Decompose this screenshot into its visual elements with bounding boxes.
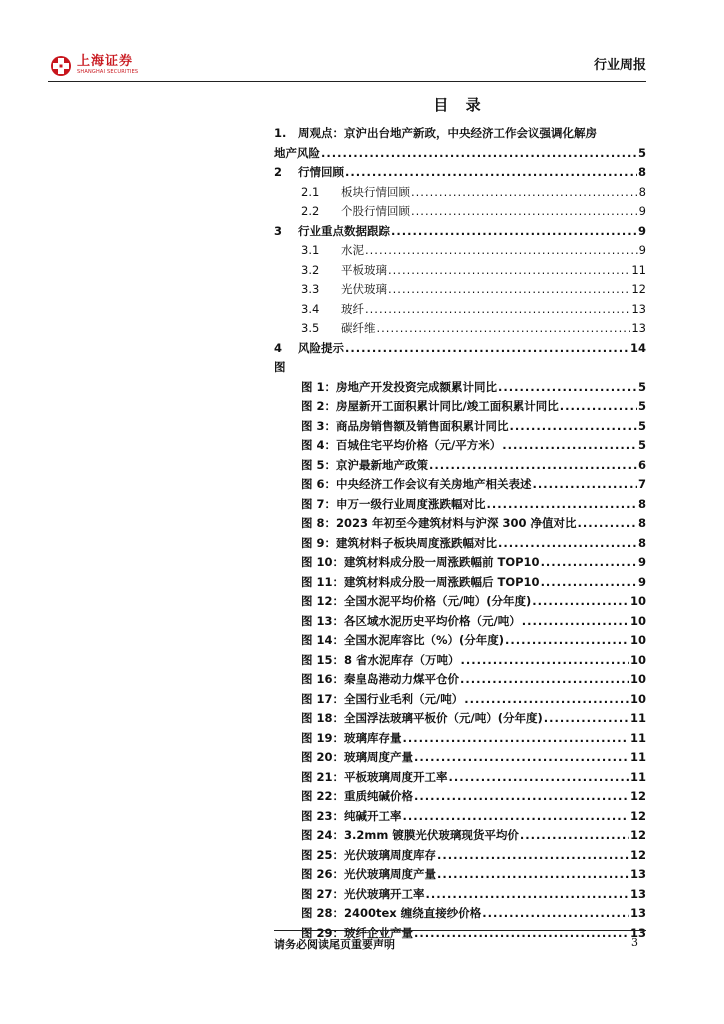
- toc-subsection-label: 碳纤维: [341, 321, 376, 335]
- toc-figure-entry[interactable]: [274, 436, 646, 456]
- toc-figure-entry[interactable]: [274, 651, 646, 671]
- toc-page-number: 11: [629, 711, 646, 725]
- toc-figure-entry[interactable]: [274, 748, 646, 768]
- dot-leader: [414, 787, 629, 807]
- toc-page-number: 10: [629, 691, 646, 706]
- toc-subsection-number: 3.1: [301, 243, 320, 257]
- toc-subsection-3-2[interactable]: [274, 261, 646, 281]
- toc-figure-entry[interactable]: [274, 729, 646, 749]
- dot-leader: [505, 631, 629, 651]
- toc-page-number: 12: [629, 808, 646, 823]
- dot-leader: [414, 748, 629, 768]
- toc-figure-entry[interactable]: [274, 670, 646, 690]
- toc-figure-label: 图 27：光伏玻璃开工率: [301, 886, 425, 901]
- dot-leader: [461, 651, 629, 671]
- toc-page-number: 8: [637, 165, 646, 179]
- toc-figure-label: 图 2：房屋新开工面积累计同比/竣工面积累计同比: [301, 399, 559, 413]
- toc-figure-entry[interactable]: [274, 709, 646, 729]
- toc-page-number: 10: [629, 633, 646, 647]
- toc-page-number: 6: [637, 457, 646, 472]
- dot-leader: [414, 924, 629, 944]
- toc-figure-entry[interactable]: [274, 475, 646, 495]
- toc-subsection-label: 玻纤: [341, 301, 364, 316]
- dot-leader: [391, 222, 637, 242]
- toc-figure-entry[interactable]: [274, 904, 646, 924]
- toc-figure-label: 图 26：光伏玻璃周度产量: [301, 867, 437, 881]
- toc-page-number: 13: [629, 906, 646, 920]
- toc-figure-label: 图 22：重质纯碱价格: [301, 789, 414, 803]
- toc-subsection-number: 3.2: [301, 262, 320, 277]
- toc-figure-label: 图 4：百城住宅平均价格（元/平方米）: [301, 438, 502, 452]
- toc-page-number: 5: [637, 399, 646, 413]
- toc-figure-label: 图 14：全国水泥库容比（%）(分年度): [301, 633, 505, 647]
- toc-section-label-cont: 地产风险: [274, 145, 320, 160]
- dot-leader: [321, 144, 637, 164]
- toc-subsection-label: 水泥: [341, 243, 364, 257]
- dot-leader: [403, 729, 629, 749]
- dot-leader: [365, 300, 630, 320]
- report-type: 行业周报: [593, 58, 646, 73]
- toc-figure-entry[interactable]: [274, 514, 646, 534]
- toc-section-2[interactable]: [274, 163, 646, 183]
- toc-section-1-line1[interactable]: [274, 124, 646, 144]
- dot-leader: [464, 690, 629, 710]
- dot-leader: [388, 280, 630, 300]
- figures-heading: 图: [274, 360, 286, 374]
- toc-figure-label: 图 28：2400tex 缠绕直接纱价格: [301, 906, 482, 920]
- toc-page-number: 11: [629, 750, 646, 764]
- toc-subsection-label: 个股行情回顾: [341, 204, 410, 218]
- toc-figure-entry[interactable]: [274, 378, 646, 398]
- toc-page-number: 12: [629, 828, 646, 842]
- page-number: 3: [631, 936, 638, 949]
- toc-page-number: 13: [631, 301, 646, 316]
- toc-section-number: 4: [274, 340, 283, 355]
- dot-leader: [365, 241, 638, 261]
- dot-leader: [345, 163, 637, 183]
- dot-leader: [544, 709, 629, 729]
- toc-subsection-number: 3.3: [301, 282, 320, 296]
- dot-leader: [532, 592, 629, 612]
- dot-leader: [449, 768, 629, 788]
- page-header: [48, 48, 646, 82]
- dot-leader: [520, 826, 629, 846]
- toc-page-number: 8: [637, 496, 646, 511]
- toc-page-number: 9: [637, 555, 646, 569]
- toc-page-number: 11: [631, 262, 646, 277]
- dot-leader: [482, 904, 629, 924]
- toc-figure-label: 图 13：各区域水泥历史平均价格（元/吨）: [301, 613, 521, 628]
- toc-subsection-number: 3.5: [301, 321, 320, 335]
- logo-name: 上海证券: [77, 54, 134, 69]
- toc-figure-entry[interactable]: [274, 768, 646, 788]
- toc-page-number: 13: [631, 321, 646, 335]
- toc-figure-entry[interactable]: [274, 417, 646, 437]
- toc-figure-label: 图 5：京沪最新地产政策: [301, 457, 429, 472]
- toc-subsection-number: 2.2: [301, 204, 320, 218]
- dot-leader: [541, 573, 637, 593]
- toc-figure-label: 图 18：全国浮法玻璃平板价（元/吨）(分年度): [301, 711, 543, 725]
- dot-leader: [377, 319, 631, 339]
- toc-subsection-number: 3.4: [301, 301, 320, 316]
- toc-title: 目 录: [433, 96, 487, 114]
- toc-figure-entry[interactable]: [274, 612, 646, 632]
- toc-figure-label: 图 7：申万一级行业周度涨跌幅对比: [301, 496, 486, 511]
- disclaimer-note: 请务必阅读尾页重要声明: [274, 938, 395, 951]
- toc-page-number: 5: [637, 379, 646, 394]
- logo-name-en: SHANGHAI SECURITIES: [77, 69, 139, 75]
- dot-leader: [498, 534, 637, 554]
- dot-leader: [522, 612, 629, 632]
- toc-figure-entry[interactable]: [274, 865, 646, 885]
- toc-figure-entry[interactable]: [274, 826, 646, 846]
- toc-figure-label: 图 25：光伏玻璃周度库存: [301, 847, 437, 862]
- toc-subsection-label: 板块行情回顾: [341, 184, 410, 199]
- toc-page-number: 5: [637, 438, 646, 452]
- toc-page-number: 5: [637, 145, 646, 160]
- toc-page-number: 12: [629, 847, 646, 862]
- toc-section-label: 行业重点数据跟踪: [298, 223, 390, 238]
- toc-figure-entry[interactable]: [274, 885, 646, 905]
- company-logo: [50, 55, 138, 77]
- toc-subsection-number: 2.1: [301, 184, 320, 199]
- toc-subsection-label: 平板玻璃: [341, 262, 387, 277]
- toc-page-number: 13: [629, 886, 646, 901]
- toc-figure-entry[interactable]: [274, 807, 646, 827]
- dot-leader: [411, 183, 638, 203]
- toc-page-number: 10: [629, 652, 646, 667]
- toc-figure-label: 图 9：建筑材料子板块周度涨跌幅对比: [301, 535, 498, 550]
- toc-figure-entry[interactable]: [274, 573, 646, 593]
- toc-figure-entry[interactable]: [274, 397, 646, 417]
- dot-leader: [560, 397, 637, 417]
- toc-figure-entry[interactable]: [274, 534, 646, 554]
- toc-figure-label: 图 12：全国水泥平均价格（元/吨）(分年度): [301, 594, 532, 608]
- dot-leader: [533, 475, 637, 495]
- toc-figure-label: 图 8：2023 年初至今建筑材料与沪深 300 净值对比: [301, 516, 577, 530]
- toc-figure-entry[interactable]: [274, 787, 646, 807]
- dot-leader: [426, 885, 629, 905]
- toc-page-number: 12: [629, 789, 646, 803]
- toc-page-number: 10: [629, 613, 646, 628]
- toc-page-number: 12: [631, 282, 646, 296]
- toc-page-number: 5: [637, 418, 646, 433]
- toc-section-number: 2: [274, 165, 283, 179]
- toc-subsection-3-5[interactable]: [274, 319, 646, 339]
- toc-figure-label: 图 19：玻璃库存量: [301, 730, 402, 745]
- toc-page-number: 9: [637, 574, 646, 589]
- toc-page-number: 11: [629, 730, 646, 745]
- dot-leader: [411, 202, 638, 222]
- toc-page-number: 13: [629, 925, 646, 940]
- toc-figure-label: 图 1：房地产开发投资完成额累计同比: [301, 379, 498, 394]
- toc-figure-label: 图 23：纯碱开工率: [301, 808, 402, 823]
- toc-subsection-3-4[interactable]: [274, 300, 646, 320]
- dot-leader: [429, 456, 637, 476]
- dot-leader: [541, 553, 637, 573]
- dot-leader: [403, 807, 629, 827]
- toc-page-number: 14: [629, 340, 646, 355]
- dot-leader: [502, 436, 637, 456]
- toc-section-1-line2[interactable]: [274, 144, 646, 164]
- dot-leader: [345, 339, 629, 359]
- dot-leader: [498, 378, 637, 398]
- dot-leader: [437, 865, 629, 885]
- toc-figure-label: 图 24：3.2mm 镀膜光伏玻璃现货平均价: [301, 828, 519, 842]
- toc-section-4[interactable]: [274, 339, 646, 359]
- dot-leader: [510, 417, 637, 437]
- toc-page-number: 7: [637, 477, 646, 491]
- dot-leader: [578, 514, 637, 534]
- toc-subsection-2-2[interactable]: [274, 202, 646, 222]
- toc-subsection-label: 光伏玻璃: [341, 282, 387, 296]
- toc-section-3[interactable]: [274, 222, 646, 242]
- toc-figure-entry[interactable]: [274, 846, 646, 866]
- toc-section-number: 1.: [274, 126, 287, 140]
- toc-figure-entry[interactable]: [274, 553, 646, 573]
- toc-figure-entry[interactable]: [274, 690, 646, 710]
- toc-section-label: 风险提示: [298, 340, 344, 355]
- toc-page-number: 10: [629, 594, 646, 608]
- toc-page-number: 11: [629, 769, 646, 784]
- toc-page-number: 9: [637, 223, 646, 238]
- toc-figure-label: 图 16：秦皇岛港动力煤平仓价: [301, 672, 460, 686]
- toc-figure-entry[interactable]: [274, 631, 646, 651]
- toc-page-number: 9: [638, 243, 646, 257]
- table-of-contents: [274, 124, 646, 943]
- toc-page-number: 9: [638, 204, 646, 218]
- toc-subsection-2-1[interactable]: [274, 183, 646, 203]
- toc-subsection-3-1[interactable]: [274, 241, 646, 261]
- toc-figure-entry[interactable]: [274, 456, 646, 476]
- toc-figure-label: 图 11：建筑材料成分股一周涨跌幅后 TOP10: [301, 574, 540, 589]
- toc-figure-label: 图 21：平板玻璃周度开工率: [301, 769, 448, 784]
- toc-section-label: 行情回顾: [298, 165, 344, 179]
- toc-figure-label: 图 3：商品房销售额及销售面积累计同比: [301, 418, 509, 433]
- toc-page-number: 13: [629, 867, 646, 881]
- dot-leader: [460, 670, 629, 690]
- footer-divider: [274, 930, 646, 931]
- toc-figure-label: 图 10：建筑材料成分股一周涨跌幅前 TOP10: [301, 555, 540, 569]
- toc-page-number: 8: [638, 184, 646, 199]
- header-divider: [48, 81, 646, 82]
- figure-list: [274, 378, 646, 944]
- toc-section-number: 3: [274, 223, 283, 238]
- logo-mark-icon: [50, 55, 72, 77]
- toc-subsection-3-3[interactable]: [274, 280, 646, 300]
- toc-figure-label: 图 15：8 省水泥库存（万吨）: [301, 652, 460, 667]
- toc-figure-label: 图 6：中央经济工作会议有关房地产相关表述: [301, 477, 532, 491]
- toc-figure-label: 图 20：玻璃周度产量: [301, 750, 414, 764]
- dot-leader: [388, 261, 630, 281]
- dot-leader: [487, 495, 637, 515]
- toc-page-number: 8: [637, 516, 646, 530]
- toc-figure-label: 图 29：玻纤企业产量: [301, 925, 414, 940]
- toc-figure-label: 图 17：全国行业毛利（元/吨）: [301, 691, 464, 706]
- dot-leader: [437, 846, 629, 866]
- toc-page-number: 8: [637, 535, 646, 550]
- toc-figure-entry[interactable]: [274, 495, 646, 515]
- toc-page-number: 10: [629, 672, 646, 686]
- toc-figure-entry[interactable]: [274, 592, 646, 612]
- toc-section-label: 周观点：京沪出台地产新政，中央经济工作会议强调化解房: [298, 126, 597, 140]
